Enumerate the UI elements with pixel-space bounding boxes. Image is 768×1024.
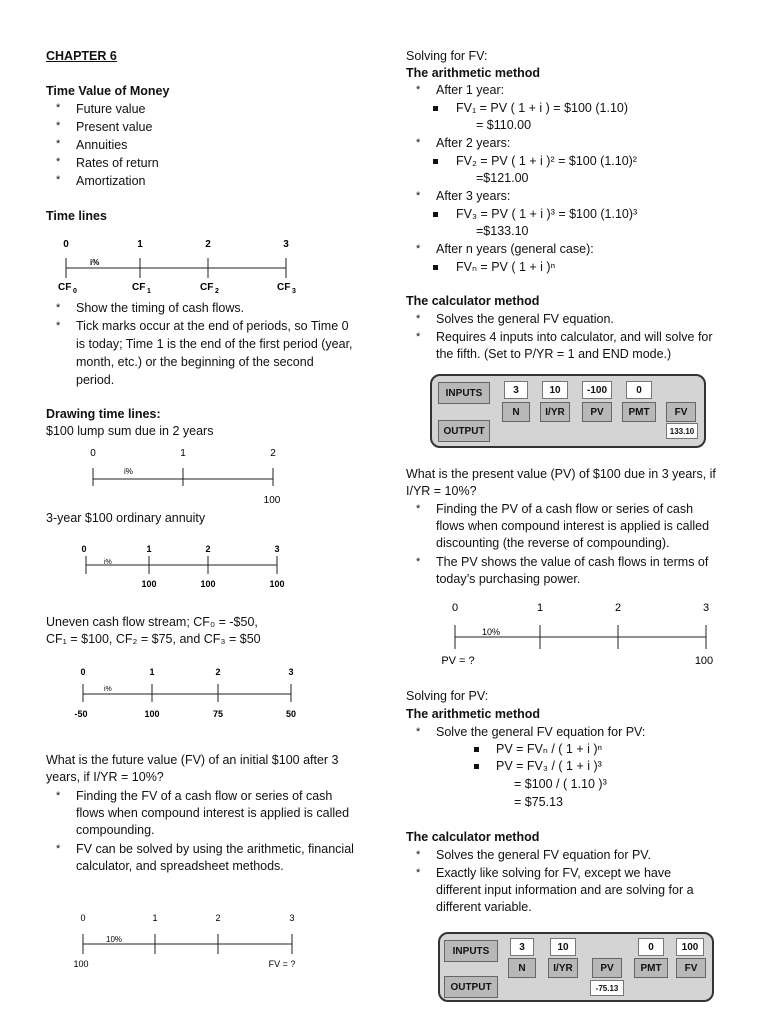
tick-label: 1 <box>137 239 143 250</box>
cash-flow-label: 75 <box>212 709 224 719</box>
calculator-method-title: The calculator method <box>406 294 540 308</box>
cf-label: CF <box>277 282 291 293</box>
calc2-bullet: different variable. <box>436 900 532 914</box>
calc2-bullet: different input information and are solving for a <box>436 883 694 897</box>
tick-label: 1 <box>149 667 155 677</box>
iyr-input[interactable]: 10 <box>550 938 576 956</box>
tick-label: 1 <box>180 448 186 459</box>
fv-question-1: What is the future value (FV) of an initial $100 after 3 <box>46 753 339 767</box>
chapter-heading: CHAPTER 6 <box>46 49 117 63</box>
pv-output: -75.13 <box>590 980 624 996</box>
rate-label: i% <box>90 258 100 267</box>
tick-label: 3 <box>289 913 295 923</box>
fv-bullet: FV can be solved by using the arithmetic, financial <box>76 842 354 856</box>
cf-subscript: 1 <box>147 288 151 295</box>
after-n-years: After n years (general case): <box>436 242 594 256</box>
solving-fv-heading: Solving for FV: <box>406 49 488 63</box>
calc-bullet: Solves the general FV equation. <box>436 312 614 326</box>
tick-label: 0 <box>80 667 86 677</box>
timeline-diagram-1 <box>50 236 310 296</box>
fv-question-2: years, if I/YR = 10%? <box>46 770 164 784</box>
tick-label: 1 <box>536 602 544 614</box>
bullet-icon: * <box>56 790 61 802</box>
fv-bullet: compounding. <box>76 823 155 837</box>
pv-equation-2: PV = FV₃ / ( 1 + i )³ <box>496 759 602 773</box>
rate-label: 10% <box>482 627 501 637</box>
square-bullet-icon <box>433 106 438 111</box>
cf-subscript: 3 <box>292 288 296 295</box>
fv1-result: = $110.00 <box>476 118 532 132</box>
pv-equation-4: = $75.13 <box>514 795 564 809</box>
timeline-bullet: Tick marks occur at the end of periods, so Time 0 <box>76 319 349 333</box>
timeline-bullet: period. <box>76 373 115 387</box>
square-bullet-icon <box>474 747 479 752</box>
tick-label: 2 <box>614 602 622 614</box>
inputs-label: INPUTS <box>438 382 490 404</box>
inputs-label: INPUTS <box>444 940 498 962</box>
rate-label: i% <box>124 467 133 476</box>
fv-key[interactable]: FV <box>676 958 706 978</box>
fvn-equation: FVₙ = PV ( 1 + i )ⁿ <box>456 260 556 274</box>
tick-label: 3 <box>274 544 280 554</box>
iyr-key[interactable]: I/YR <box>548 958 578 978</box>
bullet-icon: * <box>56 174 61 186</box>
tick-label: 2 <box>270 448 276 459</box>
future-value-label: FV = ? <box>268 959 296 969</box>
future-value-label: 100 <box>694 655 714 667</box>
square-bullet-icon <box>433 212 438 217</box>
drawing-title: Drawing time lines: <box>46 407 161 421</box>
cash-flow-label: 100 <box>144 709 160 719</box>
arithmetic-method-title-2: The arithmetic method <box>406 707 541 721</box>
square-bullet-icon <box>433 159 438 164</box>
pv-key[interactable]: PV <box>592 958 622 978</box>
timelines-title: Time lines <box>46 209 107 223</box>
arithmetic-method-title: The arithmetic method <box>406 66 541 80</box>
bullet-icon: * <box>56 156 61 168</box>
uneven-line-2: CF₁ = $100, CF₂ = $75, and CF₃ = $50 <box>46 632 261 646</box>
n-key[interactable]: N <box>502 402 530 422</box>
bullet-icon: * <box>416 331 421 343</box>
timeline-diagram-4 <box>68 662 308 722</box>
pv-equation-1: PV = FVₙ / ( 1 + i )ⁿ <box>496 742 603 756</box>
present-value-label: 100 <box>73 959 89 969</box>
tick-label: 2 <box>205 239 211 250</box>
fv2-equation: FV₂ = PV ( 1 + i )² = $100 (1.10)² <box>456 154 637 168</box>
tick-label: 1 <box>152 913 158 923</box>
annuity-title: 3-year $100 ordinary annuity <box>46 511 206 525</box>
bullet-icon: * <box>416 867 421 879</box>
fv-bullet: calculator, and spreadsheet methods. <box>76 859 284 873</box>
list-item: Present value <box>76 120 153 134</box>
bullet-icon: * <box>416 243 421 255</box>
timeline-bullet: month, etc.) or the beginning of the second <box>76 355 314 369</box>
n-input[interactable]: 3 <box>504 381 528 399</box>
cash-flow-label: 50 <box>285 709 297 719</box>
tick-label: 2 <box>215 913 221 923</box>
pv-solve-bullet: Solve the general FV equation for PV: <box>436 725 646 739</box>
list-item: Annuities <box>76 138 128 152</box>
timeline-diagram-2 <box>80 446 300 508</box>
iyr-key[interactable]: I/YR <box>540 402 570 422</box>
lump-title: $100 lump sum due in 2 years <box>46 424 214 438</box>
tick-label: 0 <box>90 448 96 459</box>
pv-question-1: What is the present value (PV) of $100 due in 3 years, if <box>406 467 716 481</box>
bullet-icon: * <box>56 102 61 114</box>
fv-bullet: Finding the FV of a cash flow or series of cash <box>76 789 333 803</box>
tick-label: 2 <box>205 544 211 554</box>
timeline-bullet: is today; Time 1 is the end of the first period (year, <box>76 337 353 351</box>
tick-label: 3 <box>702 602 710 614</box>
calculator-panel-fv <box>430 374 706 448</box>
solving-pv-heading: Solving for PV: <box>406 689 489 703</box>
rate-label: i% <box>104 559 112 566</box>
fv3-result: =$133.10 <box>476 224 529 238</box>
output-label: OUTPUT <box>438 420 490 442</box>
after-1-year: After 1 year: <box>436 83 505 97</box>
pv-bullet: discounting (the reverse of compounding). <box>436 536 670 550</box>
list-item: Amortization <box>76 174 146 188</box>
pmt-input[interactable]: 0 <box>638 938 664 956</box>
calc2-bullet: Exactly like solving for FV, except we have <box>436 866 672 880</box>
cash-flow-label: 100 <box>269 579 285 589</box>
cf-subscript: 2 <box>215 288 219 295</box>
rate-label: 10% <box>106 935 123 944</box>
calculator-method-title-2: The calculator method <box>406 830 540 844</box>
fv-input[interactable]: 100 <box>676 938 704 956</box>
cash-flow-label: -50 <box>74 709 88 719</box>
fv-output: 133.10 <box>666 423 698 439</box>
rate-label: i% <box>104 686 112 693</box>
tick-label: 0 <box>63 239 69 250</box>
after-2-years: After 2 years: <box>436 136 511 150</box>
pmt-key[interactable]: PMT <box>634 958 668 978</box>
timeline-diagram-6 <box>438 598 728 670</box>
timeline-bullet: Show the timing of cash flows. <box>76 301 245 315</box>
fv2-result: =$121.00 <box>476 171 529 185</box>
bullet-icon: * <box>56 138 61 150</box>
n-key[interactable]: N <box>508 958 536 978</box>
pv-input[interactable]: -100 <box>582 381 612 399</box>
timeline-diagram-3 <box>74 540 294 594</box>
tick-label: 0 <box>451 602 459 614</box>
pv-key[interactable]: PV <box>582 402 612 422</box>
list-item: Rates of return <box>76 156 159 170</box>
tick-label: 1 <box>146 544 152 554</box>
calc-bullet: the fifth. (Set to P/YR = 1 and END mode.) <box>436 347 672 361</box>
bullet-icon: * <box>56 120 61 132</box>
bullet-icon: * <box>56 843 61 855</box>
tick-label: 3 <box>288 667 294 677</box>
square-bullet-icon <box>433 265 438 270</box>
timeline-diagram-5 <box>66 910 312 974</box>
calculator-panel-pv <box>438 932 714 1002</box>
iyr-input[interactable]: 10 <box>542 381 568 399</box>
cf-label: CF <box>200 282 214 293</box>
bullet-icon: * <box>416 556 421 568</box>
bullet-icon: * <box>56 320 61 332</box>
bullet-icon: * <box>416 726 421 738</box>
bullet-icon: * <box>416 313 421 325</box>
pv-bullet: The PV shows the value of cash flows in terms of <box>436 555 709 569</box>
cf-label: CF <box>58 282 72 293</box>
tick-label: 2 <box>215 667 221 677</box>
tick-label: 0 <box>80 913 86 923</box>
fv-key[interactable]: FV <box>666 402 696 422</box>
bullet-icon: * <box>416 190 421 202</box>
fv-bullet: flows when compound interest is applied is called <box>76 806 350 820</box>
calc2-bullet: Solves the general FV equation for PV. <box>436 848 651 862</box>
pv-question-2: I/YR = 10%? <box>406 484 477 498</box>
pv-bullet: Finding the PV of a cash flow or series of cash <box>436 502 694 516</box>
pmt-input[interactable]: 0 <box>626 381 652 399</box>
present-value-label: PV = ? <box>441 655 475 667</box>
bullet-icon: * <box>416 137 421 149</box>
pv-bullet: today’s purchasing power. <box>436 572 581 586</box>
bullet-icon: * <box>56 302 61 314</box>
tvm-title: Time Value of Money <box>46 84 170 98</box>
fv1-equation: FV₁ = PV ( 1 + i ) = $100 (1.10) <box>456 101 629 115</box>
tick-label: 0 <box>81 544 87 554</box>
cash-flow-label: 100 <box>200 579 216 589</box>
pmt-key[interactable]: PMT <box>622 402 656 422</box>
output-label: OUTPUT <box>444 976 498 998</box>
cash-flow-label: 100 <box>263 495 281 506</box>
bullet-icon: * <box>416 503 421 515</box>
cf-label: CF <box>132 282 146 293</box>
after-3-years: After 3 years: <box>436 189 511 203</box>
bullet-icon: * <box>416 84 421 96</box>
uneven-line-1: Uneven cash flow stream; CF₀ = -$50, <box>46 615 258 629</box>
cf-subscript: 0 <box>73 288 77 295</box>
square-bullet-icon <box>474 764 479 769</box>
fv3-equation: FV₃ = PV ( 1 + i )³ = $100 (1.10)³ <box>456 207 638 221</box>
n-input[interactable]: 3 <box>510 938 534 956</box>
list-item: Future value <box>76 102 146 116</box>
cash-flow-label: 100 <box>141 579 157 589</box>
bullet-icon: * <box>416 849 421 861</box>
pv-equation-3: = $100 / ( 1.10 )³ <box>514 777 607 791</box>
tick-label: 3 <box>283 239 289 250</box>
calc-bullet: Requires 4 inputs into calculator, and will solve for <box>436 330 713 344</box>
pv-bullet: flows when compound interest is applied is called <box>436 519 710 533</box>
